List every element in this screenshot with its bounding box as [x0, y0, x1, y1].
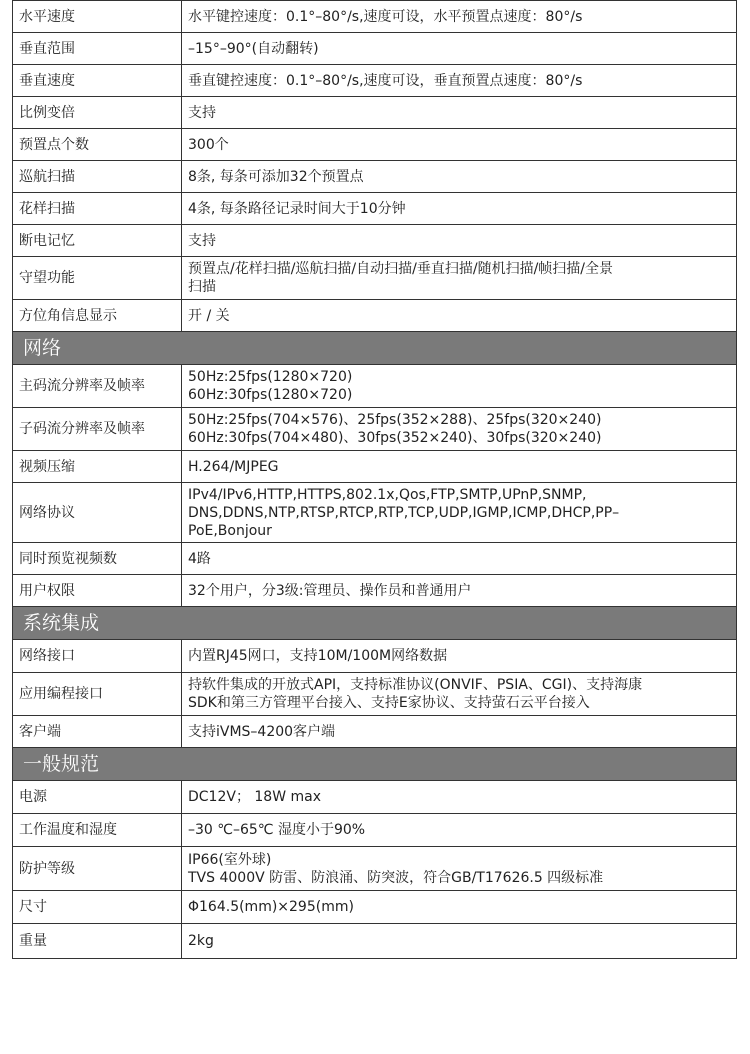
spec-label: 垂直范围 — [13, 33, 182, 65]
spec-row — [13, 543, 737, 575]
spec-value: 8条, 每条可添加32个预置点 — [182, 161, 737, 193]
spec-label: 巡航扫描 — [13, 161, 182, 193]
section-header-row — [13, 332, 737, 365]
spec-value: 32个用户，分3级:管理员、操作员和普通用户 — [182, 575, 737, 607]
spec-value: 50Hz:25fps(1280×720) 60Hz:30fps(1280×720) — [182, 365, 737, 408]
spec-value: –15°–90°(自动翻转) — [182, 33, 737, 65]
spec-label: 网络协议 — [13, 483, 182, 543]
spec-row — [13, 97, 737, 129]
spec-label: 尺寸 — [13, 891, 182, 924]
spec-value: DC12V； 18W max — [182, 781, 737, 814]
spec-value: 垂直键控速度：0.1°–80°/s,速度可设，垂直预置点速度：80°/s — [182, 65, 737, 97]
spec-label: 防护等级 — [13, 847, 182, 891]
spec-label: 方位角信息显示 — [13, 300, 182, 332]
spec-value: 内置RJ45网口，支持10M/100M网络数据 — [182, 640, 737, 673]
section-header-row — [13, 607, 737, 640]
spec-row — [13, 365, 737, 408]
spec-value: 支持 — [182, 225, 737, 257]
spec-row — [13, 65, 737, 97]
spec-value: –30 ℃–65℃ 湿度小于90% — [182, 814, 737, 847]
spec-row — [13, 300, 737, 332]
spec-row — [13, 33, 737, 65]
spec-label: 同时预览视频数 — [13, 543, 182, 575]
spec-label: 重量 — [13, 924, 182, 959]
spec-row — [13, 408, 737, 451]
spec-value: IP66(室外球) TVS 4000V 防雷、防浪涌、防突波，符合GB/T17626.5 四级标准 — [182, 847, 737, 891]
spec-label: 工作温度和湿度 — [13, 814, 182, 847]
spec-table — [12, 0, 737, 959]
spec-table-body — [13, 1, 737, 959]
spec-label: 预置点个数 — [13, 129, 182, 161]
spec-label: 断电记忆 — [13, 225, 182, 257]
spec-row — [13, 161, 737, 193]
spec-row — [13, 640, 737, 673]
spec-row — [13, 716, 737, 748]
spec-label: 花样扫描 — [13, 193, 182, 225]
spec-label: 电源 — [13, 781, 182, 814]
spec-row — [13, 924, 737, 959]
spec-value: Φ164.5(mm)×295(mm) — [182, 891, 737, 924]
spec-value: H.264/MJPEG — [182, 451, 737, 483]
spec-row — [13, 257, 737, 300]
spec-label: 客户端 — [13, 716, 182, 748]
spec-value: 50Hz:25fps(704×576)、25fps(352×288)、25fps(320×240) 60Hz:30fps(704×480)、30fps(352×240)、30fps(320×240) — [182, 408, 737, 451]
spec-value: IPv4/IPv6,HTTP,HTTPS,802.1x,Qos,FTP,SMTP,UPnP,SNMP, DNS,DDNS,NTP,RTSP,RTCP,RTP,TCP,UDP,IGMP,ICMP,DHCP,PP– PoE,Bonjour — [182, 483, 737, 543]
spec-row — [13, 781, 737, 814]
spec-row — [13, 891, 737, 924]
spec-row — [13, 847, 737, 891]
spec-row — [13, 483, 737, 543]
spec-label: 视频压缩 — [13, 451, 182, 483]
spec-label: 水平速度 — [13, 1, 182, 33]
spec-value: 4路 — [182, 543, 737, 575]
spec-row — [13, 1, 737, 33]
spec-value: 水平键控速度：0.1°–80°/s,速度可设，水平预置点速度：80°/s — [182, 1, 737, 33]
spec-value: 开 / 关 — [182, 300, 737, 332]
spec-label: 网络接口 — [13, 640, 182, 673]
spec-label: 子码流分辨率及帧率 — [13, 408, 182, 451]
section-title: 网络 — [13, 332, 737, 365]
spec-label: 主码流分辨率及帧率 — [13, 365, 182, 408]
spec-value: 预置点/花样扫描/巡航扫描/自动扫描/垂直扫描/随机扫描/帧扫描/全景 扫描 — [182, 257, 737, 300]
spec-label: 用户权限 — [13, 575, 182, 607]
spec-row — [13, 451, 737, 483]
spec-row — [13, 225, 737, 257]
spec-label: 比例变倍 — [13, 97, 182, 129]
spec-value: 300个 — [182, 129, 737, 161]
section-title: 一般规范 — [13, 748, 737, 781]
spec-label: 垂直速度 — [13, 65, 182, 97]
spec-row — [13, 814, 737, 847]
spec-value: 支持 — [182, 97, 737, 129]
spec-row — [13, 575, 737, 607]
spec-label: 守望功能 — [13, 257, 182, 300]
spec-row — [13, 129, 737, 161]
spec-value: 持软件集成的开放式API，支持标准协议(ONVIF、PSIA、CGI)、支持海康 SDK和第三方管理平台接入、支持E家协议、支持萤石云平台接入 — [182, 673, 737, 716]
spec-value: 2kg — [182, 924, 737, 959]
spec-value: 4条, 每条路径记录时间大于10分钟 — [182, 193, 737, 225]
spec-row — [13, 193, 737, 225]
spec-value: 支持iVMS–4200客户端 — [182, 716, 737, 748]
spec-row — [13, 673, 737, 716]
spec-label: 应用编程接口 — [13, 673, 182, 716]
section-title: 系统集成 — [13, 607, 737, 640]
section-header-row — [13, 748, 737, 781]
